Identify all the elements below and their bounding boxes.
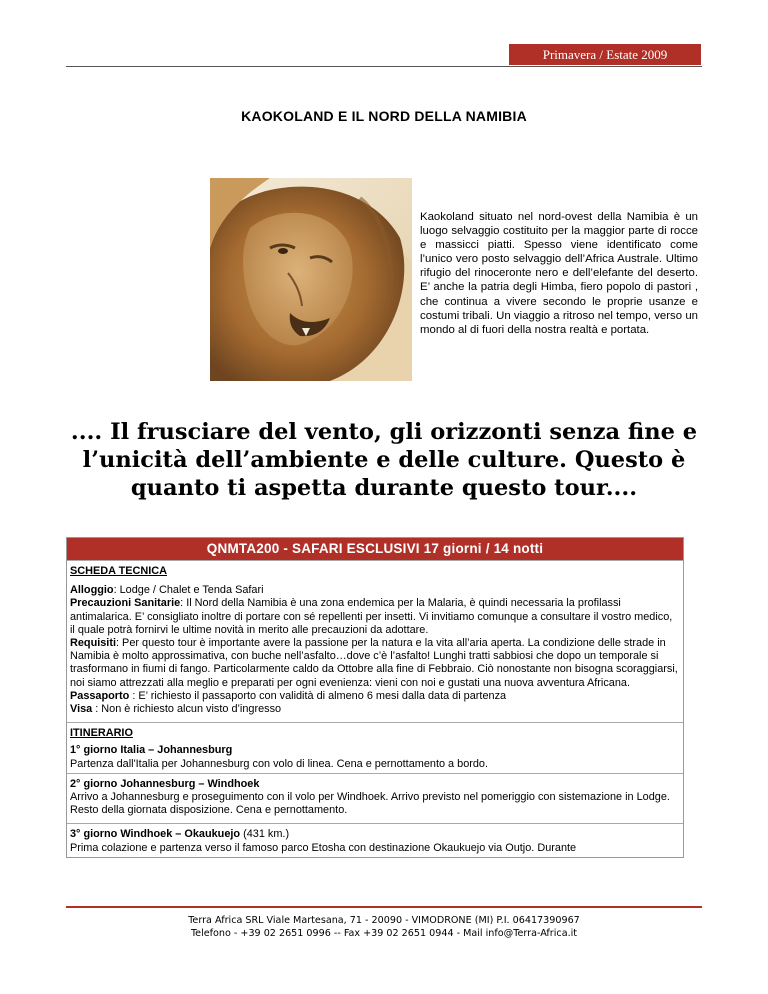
tour-box [66,537,684,858]
requisiti-label: Requisiti [70,637,116,650]
itinerario-section [67,722,683,773]
day-2-section [67,773,683,824]
visa-value: : Non è richiesto alcun visto d’ingresso [92,703,282,716]
precauzioni-row [70,597,680,637]
day-2-title: 2° giorno Johannesburg – Windhoek [70,777,260,790]
day-3-section [67,823,683,856]
tour-heading: QNMTA200 - SAFARI ESCLUSIVI 17 giorni / 14 notti [67,538,683,560]
alloggio-label: Alloggio [70,584,114,597]
day-3-distance: (431 km.) [240,828,290,841]
footer-rule [66,906,702,908]
day-3-title: 3° giorno Windhoek – Okaukuejo [70,828,241,841]
season-tag: Primavera / Estate 2009 [509,44,701,65]
footer-address: Terra Africa SRL Viale Martesana, 71 - 20090 - VIMODRONE (MI) P.I. 06417390967 [188,915,580,926]
lion-photo [210,178,412,381]
footer-contacts: Telefono - +39 02 2651 0996 -- Fax +39 02 2651 0944 - Mail info@Terra-Africa.it [190,928,578,939]
precauzioni-value: : Il Nord della Namibia è una zona endemica per la Malaria, è quindi necessaria la profilassi antimalarica. E’ consigliato inoltre di portare con sé repellenti per insetti. Vi invitiamo comunque a consultare il vostro medico, il quale potrà fornirvi le ultime novità in merito alle precauzioni da adottare. [70,597,673,636]
passaporto-row [70,690,680,703]
header-rule [66,66,702,67]
day-2-text: Arrivo a Johannesburg e proseguimento con il volo per Windhoek. Arrivo previsto nel pomeriggio con sistemazione in Lodge. Resto della giornata disposizione. Cena e pernottamento. [70,791,670,817]
page-title: KAOKOLAND E IL NORD DELLA NAMIBIA [241,108,527,124]
day-1-text: Partenza dall'Italia per Johannesburg con volo di linea. Cena e pernottamento a bordo. [70,757,489,770]
day-1-title: 1° giorno Italia – Johannesburg [70,744,233,757]
visa-label: Visa [70,703,93,716]
passaporto-value: : E’ richiesto il passaporto con validità di almeno 6 mesi dalla data di partenza [129,689,507,702]
alloggio-value: : Lodge / Chalet e Tenda Safari [113,584,264,597]
scheda-title: SCHEDA TECNICA [70,565,168,577]
itinerario-title: ITINERARIO [70,727,133,740]
requisiti-row [70,637,680,690]
precauzioni-label: Precauzioni Sanitarie [70,597,181,610]
day-3-title-row [70,828,680,841]
footer [0,914,768,940]
alloggio-row [70,584,680,597]
requisiti-value: : Per questo tour è importante avere la passione per la natura e la vita all’aria aperta. La condizione delle strade in Namibia è molto approssimativa, con buche nell’asfalto…dove c’è l’asfalto! Lunghi tratti sabbiosi che dopo un temporale si trasformano in fiumi di fango. Particolarmente caldo da Ottobre alla fine di Febbraio. Ciò nonostante non bisogna scoraggiarsi, noi siamo attrezzati alla meglio e preparati per ogni evenienza: vieni con noi e gustati una nuova avventura Africana. [70,637,678,689]
intro-paragraph: Kaokoland situato nel nord-ovest della Namibia è un luogo selvaggio costituito per la maggior parte di rocce e massicci piatti. Spesso viene identificato come l’unico vero posto selvaggio dell’Africa Australe. Ultimo rifugio del rinoceronte nero e dell’elefante del deserto. E’ anche la patria degli Himba, fiero popolo di pastori , che continua a vivere secondo le proprie usanze e costumi tribali. Un viaggio a ritroso nel tempo, verso un mondo al di fuori della nostra realtà e portata. [420,211,698,336]
scheda-tecnica-section [67,560,683,722]
visa-row [70,703,680,716]
day-3-text: Prima colazione e partenza verso il famoso parco Etosha con destinazione Okaukuejo via Outjo. Durante [70,841,577,854]
passaporto-label: Passaporto [70,689,130,702]
quote-text: .... Il frusciare del vento, gli orizzonti senza fine e l’unicità dell’ambiente e delle culture. Questo è quanto ti aspetta durante questo tour.... [70,419,698,501]
